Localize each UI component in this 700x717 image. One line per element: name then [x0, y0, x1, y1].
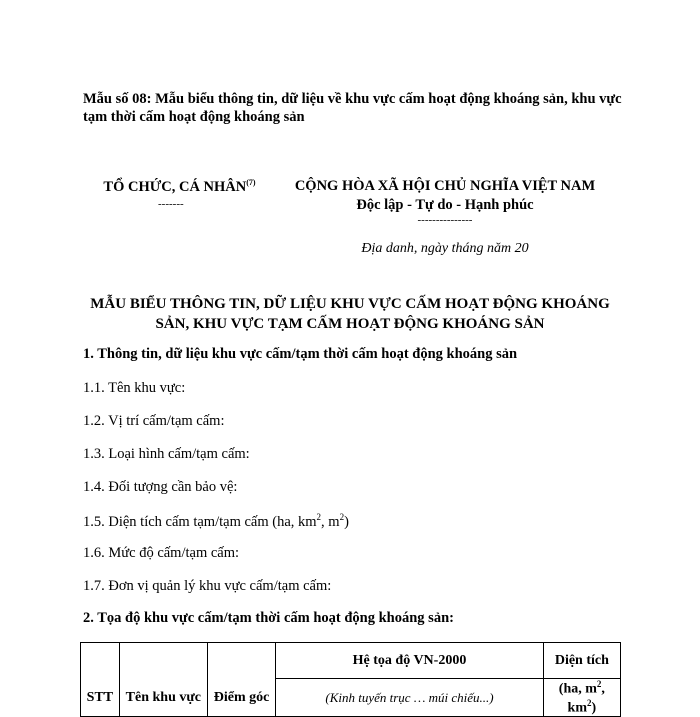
section-2-heading: 2. Tọa độ khu vực cấm/tạm thời cấm hoạt động khoáng sản: [83, 610, 454, 626]
item-area-name: 1.1. Tên khu vực: [83, 380, 186, 396]
organization-divider: ------- [158, 198, 184, 210]
motto-divider: --------------- [417, 214, 473, 226]
item-area-size: 1.5. Diện tích cấm tạm/tạm cấm (ha, $km^2$, $m^2$) [83, 512, 349, 530]
header-corner-point: Điểm góc [207, 643, 275, 717]
header-area: Diện tích [543, 643, 620, 679]
section-1-heading: 1. Thông tin, dữ liệu khu vực cấm/tạm thời cấm hoạt động khoáng sản [83, 346, 518, 362]
item-prohibition-level: 1.6. Mức độ cấm/tạm cấm: [83, 545, 240, 561]
header-area-name: Tên khu vực [119, 643, 207, 717]
national-title: CỘNG HÒA XÃ HỘI CHỦ NGHĨA VIỆT NAM [294, 178, 596, 194]
organization-label: TỔ CHỨC, CÁ NHÂN$^{(7)}$ [103, 178, 256, 195]
document-title-line-1: MẪU BIỂU THÔNG TIN, DỮ LIỆU KHU VỰC CẤM HOẠT ĐỘNG KHOÁNG [90, 296, 610, 312]
place-and-date: Địa danh, ngày tháng năm 20 [361, 241, 529, 256]
item-location: 1.2. Vị trí cấm/tạm cấm: [83, 413, 225, 429]
footnote-marker: (7) [246, 178, 256, 187]
header-coordinate-system: Hệ tọa độ VN-2000 [276, 643, 543, 679]
header-area-units: (ha, $m^2$, $km^2$) [543, 679, 620, 717]
document-title-line-2: SẢN, KHU VỰC TẠM CẤM HOẠT ĐỘNG KHOÁNG SẢN [155, 316, 545, 332]
form-number-title: Mẫu số 08: Mẫu biểu thông tin, dữ liệu về khu vực cấm hoạt động khoáng sản, khu vực tạm thời cấm hoạt động khoáng sản [83, 91, 622, 125]
item-protected-object: 1.4. Đối tượng cần bảo vệ: [83, 479, 238, 495]
header-stt: STT [81, 643, 120, 717]
header-coordinate-note: (Kinh tuyến trục … múi chiếu...) [276, 679, 543, 717]
item-prohibition-type: 1.3. Loại hình cấm/tạm cấm: [83, 446, 250, 462]
item-managing-unit: 1.7. Đơn vị quản lý khu vực cấm/tạm cấm: [83, 578, 332, 594]
document-title [75, 294, 625, 334]
national-motto: Độc lập - Tự do - Hạnh phúc [356, 197, 534, 213]
coordinates-table [80, 642, 621, 717]
